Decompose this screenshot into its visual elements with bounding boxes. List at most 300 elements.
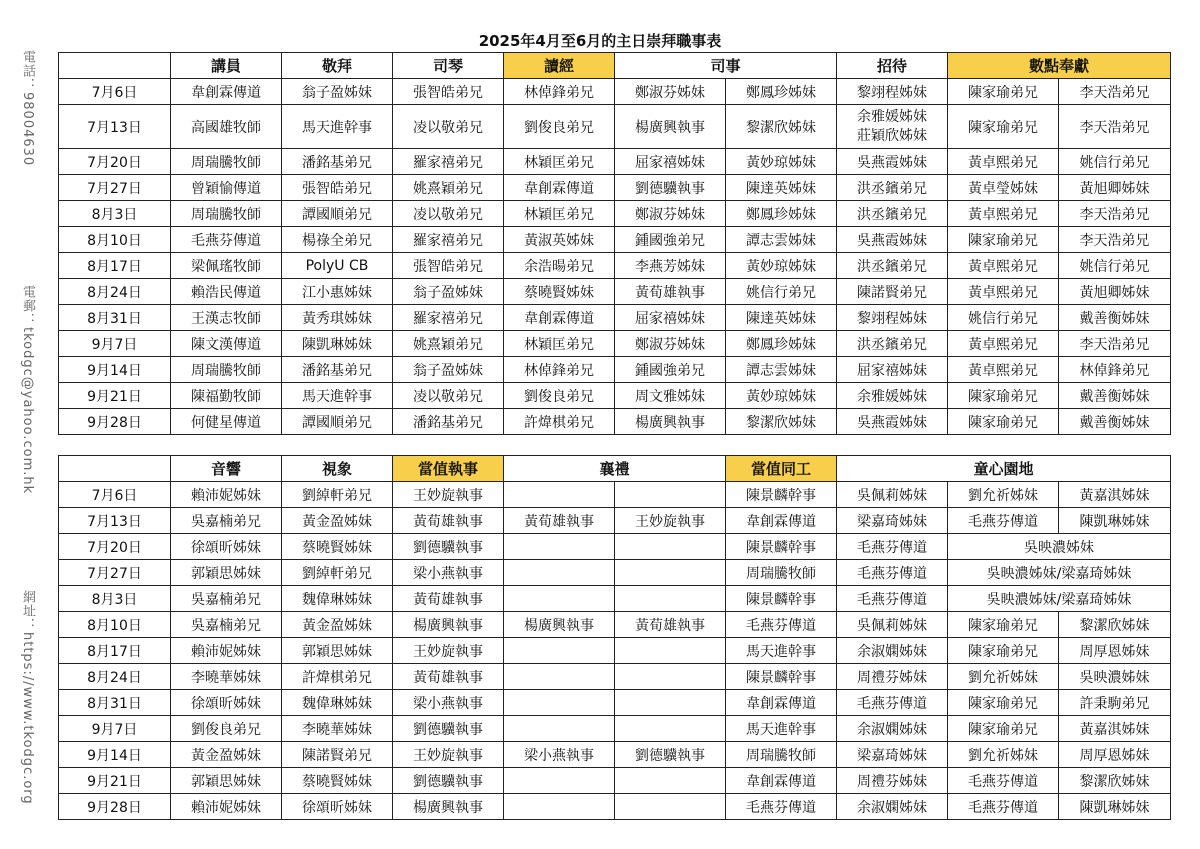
- table-cell: 周瑞騰牧師: [726, 560, 837, 586]
- header-speaker: 講員: [171, 53, 282, 79]
- table-cell: 劉俊良弟兄: [504, 383, 615, 409]
- table-cell: 潘銘基弟兄: [282, 357, 393, 383]
- table-cell: 何健星傳道: [171, 409, 282, 435]
- table-cell: 王漢志牧師: [171, 305, 282, 331]
- table-cell: 鍾國強弟兄: [615, 227, 726, 253]
- table-cell: 毛燕芬傳道: [171, 227, 282, 253]
- table-row: [59, 612, 1171, 638]
- table-cell: 楊廣興執事: [615, 105, 726, 149]
- table-cell: 周瑞騰牧師: [171, 149, 282, 175]
- table-cell: 梁小燕執事: [393, 560, 504, 586]
- table-cell: 韋創霖傳道: [504, 305, 615, 331]
- table-cell: 高國雄牧師: [171, 105, 282, 149]
- table-cell: 林穎匡弟兄: [504, 149, 615, 175]
- header-date: [59, 53, 171, 79]
- table-cell: 黃卓瑩姊妹: [948, 175, 1059, 201]
- table-cell: 余淑嫻姊妹: [837, 638, 948, 664]
- table-row: [59, 279, 1171, 305]
- date-cell: 8月3日: [59, 586, 171, 612]
- table-cell: 姚熹穎弟兄: [393, 331, 504, 357]
- table-cell: 譚國順弟兄: [282, 201, 393, 227]
- table-cell: 羅家禧弟兄: [393, 227, 504, 253]
- table-cell: 黃卓熙弟兄: [948, 331, 1059, 357]
- table-cell: 譚志雲姊妹: [726, 357, 837, 383]
- table-row: [59, 383, 1171, 409]
- table-row: [59, 149, 1171, 175]
- table-row: [59, 794, 1171, 820]
- header-sound: 音響: [171, 456, 282, 482]
- table-cell: 王妙旋執事: [393, 638, 504, 664]
- table-row: [59, 664, 1171, 690]
- table-cell: 楊廣興執事: [393, 794, 504, 820]
- table-cell: 翁子盈姊妹: [282, 79, 393, 105]
- table-cell: 姚信行弟兄: [726, 279, 837, 305]
- table-cell: 戴善衡姊妹: [1059, 409, 1171, 435]
- table-cell: [504, 716, 615, 742]
- table-cell: 戴善衡姊妹: [1059, 383, 1171, 409]
- table-cell: 屈家禧姊妹: [615, 305, 726, 331]
- date-cell: 9月21日: [59, 768, 171, 794]
- table-cell: 鍾國強弟兄: [615, 357, 726, 383]
- table-cell: 楊廣興執事: [615, 409, 726, 435]
- table-cell: 姚信行弟兄: [1059, 149, 1171, 175]
- table-cell: 毛燕芬傳道: [837, 560, 948, 586]
- table-cell: 毛燕芬傳道: [837, 690, 948, 716]
- table-cell: 蔡曉賢姊妹: [504, 279, 615, 305]
- table-cell: 翁子盈姊妹: [393, 279, 504, 305]
- table-cell: 黃卓熙弟兄: [948, 253, 1059, 279]
- table-row: [59, 105, 1171, 149]
- service-support-table: [58, 455, 1171, 820]
- table-cell: 李曉華姊妹: [171, 664, 282, 690]
- date-cell: 7月6日: [59, 79, 171, 105]
- date-cell: 8月17日: [59, 253, 171, 279]
- table-cell: [615, 768, 726, 794]
- table-cell: 周禮芬姊妹: [837, 768, 948, 794]
- table-cell: 毛燕芬傳道: [948, 768, 1059, 794]
- table-cell: 譚國順弟兄: [282, 409, 393, 435]
- table-cell: [615, 690, 726, 716]
- date-cell: 9月14日: [59, 357, 171, 383]
- header-kids-corner: 童心園地: [837, 456, 1171, 482]
- table-cell: 許秉駒弟兄: [1059, 690, 1171, 716]
- table-cell: 洪丞鑌弟兄: [837, 253, 948, 279]
- table-cell: 陳家瑜弟兄: [948, 409, 1059, 435]
- table-cell: 賴沛妮姊妹: [171, 794, 282, 820]
- header-scripture: 讀經: [504, 53, 615, 79]
- table-cell: [504, 534, 615, 560]
- table-cell: 羅家禧弟兄: [393, 149, 504, 175]
- table-cell: 梁嘉琦姊妹: [837, 508, 948, 534]
- table-cell: 劉德驥執事: [393, 534, 504, 560]
- table-cell: 黃荀雄執事: [615, 612, 726, 638]
- header-video: 視象: [282, 456, 393, 482]
- table-cell: 梁小燕執事: [504, 742, 615, 768]
- table-cell: 蔡曉賢姊妹: [282, 768, 393, 794]
- page-title: 2025年4月至6月的主日崇拜職事表: [478, 32, 722, 50]
- date-cell: 9月21日: [59, 383, 171, 409]
- table-cell: [504, 794, 615, 820]
- table-cell: 吳佩莉姊妹: [837, 482, 948, 508]
- table-cell: [615, 638, 726, 664]
- table-cell: 戴善衡姊妹: [1059, 305, 1171, 331]
- table-cell: 張智皓弟兄: [393, 253, 504, 279]
- table-cell: 吳嘉楠弟兄: [171, 508, 282, 534]
- table-cell: 李曉華姊妹: [282, 716, 393, 742]
- date-cell: 7月13日: [59, 508, 171, 534]
- table-cell: [615, 664, 726, 690]
- table-cell: 劉俊良弟兄: [504, 105, 615, 149]
- table-cell: 黃金盈姊妹: [282, 612, 393, 638]
- table-row: [59, 638, 1171, 664]
- date-cell: 8月24日: [59, 664, 171, 690]
- table-cell: 黃旭卿姊妹: [1059, 279, 1171, 305]
- table-header-row: [59, 53, 1171, 79]
- date-cell: 9月28日: [59, 794, 171, 820]
- table-cell: 陳諾賢弟兄: [837, 279, 948, 305]
- phone-contact: 電話：98004630: [20, 50, 35, 167]
- table-cell: 毛燕芬傳道: [837, 586, 948, 612]
- table-cell: 黎潔欣姊妹: [1059, 768, 1171, 794]
- table-cell: 劉綽軒弟兄: [282, 560, 393, 586]
- table-cell: [504, 664, 615, 690]
- table-cell: 劉德驥執事: [393, 716, 504, 742]
- date-cell: 7月27日: [59, 560, 171, 586]
- table-cell: [504, 690, 615, 716]
- table-cell: 鄭淑芬姊妹: [615, 331, 726, 357]
- table-cell: 黃妙琼姊妹: [726, 253, 837, 279]
- table-row: [59, 560, 1171, 586]
- table-cell: 陳達英姊妹: [726, 305, 837, 331]
- table-row: [59, 227, 1171, 253]
- table-cell: 王妙旋執事: [393, 742, 504, 768]
- table-cell: 李天浩弟兄: [1059, 331, 1171, 357]
- table-cell: 黎翊程姊妹: [837, 79, 948, 105]
- email-contact: 電郵：tkodgc@yahoo.com.hk: [20, 285, 35, 495]
- table-cell: 黃旭卿姊妹: [1059, 175, 1171, 201]
- table-row: [59, 253, 1171, 279]
- table-cell: 毛燕芬傳道: [726, 794, 837, 820]
- table-cell: 梁嘉琦姊妹: [837, 742, 948, 768]
- header-duty-staff: 當值同工: [726, 456, 837, 482]
- table-cell: 黃荀雄執事: [393, 664, 504, 690]
- table-row: [59, 409, 1171, 435]
- table-cell: 周瑞騰牧師: [726, 742, 837, 768]
- merged-kids-cell: 吳映濃姊妹/梁嘉琦姊妹: [948, 560, 1171, 586]
- header-date: [59, 456, 171, 482]
- table-cell: 陳景麟幹事: [726, 534, 837, 560]
- reception-names: 余雅媛姊妹 莊穎欣姊妹: [857, 108, 928, 144]
- table-cell: 馬天進幹事: [282, 105, 393, 149]
- table-cell: 鄭鳳珍姊妹: [726, 201, 837, 227]
- table-cell: 黎翊程姊妹: [837, 305, 948, 331]
- table-cell: 李天浩弟兄: [1059, 79, 1171, 105]
- table-cell: 陳家瑜弟兄: [948, 227, 1059, 253]
- table-cell: [504, 768, 615, 794]
- merged-kids-cell: 吳映濃姊妹: [948, 534, 1171, 560]
- table-cell: 吳燕霞姊妹: [837, 227, 948, 253]
- date-cell: 7月20日: [59, 149, 171, 175]
- table-cell: 劉德驥執事: [615, 742, 726, 768]
- table-cell: 郭穎思姊妹: [282, 638, 393, 664]
- header-reception: 招待: [837, 53, 948, 79]
- date-cell: 8月3日: [59, 201, 171, 227]
- table-cell: [615, 534, 726, 560]
- table-cell: 徐頌昕姊妹: [282, 794, 393, 820]
- table-cell: 吳嘉楠弟兄: [171, 586, 282, 612]
- table-cell: 陳凱琳姊妹: [1059, 508, 1171, 534]
- table-cell: 凌以敬弟兄: [393, 383, 504, 409]
- table-cell: 黃卓熙弟兄: [948, 357, 1059, 383]
- table-cell: 吳燕霞姊妹: [837, 149, 948, 175]
- merged-kids-cell: 吳映濃姊妹/梁嘉琦姊妹: [948, 586, 1171, 612]
- table-cell: 劉允祈姊妹: [948, 742, 1059, 768]
- table-cell: 李天浩弟兄: [1059, 105, 1171, 149]
- table-cell: 劉允祈姊妹: [948, 482, 1059, 508]
- table-cell: 徐頌昕姊妹: [171, 534, 282, 560]
- date-cell: 8月17日: [59, 638, 171, 664]
- table-cell: 吳嘉楠弟兄: [171, 612, 282, 638]
- table-cell: 梁小燕執事: [393, 690, 504, 716]
- table-cell: 余雅媛姊妹: [837, 383, 948, 409]
- table-cell: 黎潔欣姊妹: [726, 105, 837, 149]
- table-cell: 韋創霖傳道: [726, 508, 837, 534]
- table-cell: 劉綽軒弟兄: [282, 482, 393, 508]
- date-cell: 8月31日: [59, 305, 171, 331]
- table-cell: 洪丞鑌弟兄: [837, 201, 948, 227]
- table-cell: 陳家瑜弟兄: [948, 612, 1059, 638]
- date-cell: 7月27日: [59, 175, 171, 201]
- table-cell: [504, 638, 615, 664]
- table-cell: 黃卓熙弟兄: [948, 279, 1059, 305]
- table-cell: 周禮芬姊妹: [837, 664, 948, 690]
- table-cell: 譚志雲姊妹: [726, 227, 837, 253]
- table-row: [59, 716, 1171, 742]
- table-cell: 毛燕芬傳道: [837, 534, 948, 560]
- table-cell: 凌以敬弟兄: [393, 105, 504, 149]
- table-cell: 黃荀雄執事: [393, 586, 504, 612]
- table-cell: 楊祿全弟兄: [282, 227, 393, 253]
- table-cell: 李燕芳姊妹: [615, 253, 726, 279]
- header-offering-count: 數點奉獻: [948, 53, 1171, 79]
- table-cell: 李天浩弟兄: [1059, 227, 1171, 253]
- table-cell: 黃嘉淇姊妹: [1059, 482, 1171, 508]
- table-cell: 韋創霖傳道: [504, 175, 615, 201]
- table-cell: 馬天進幹事: [282, 383, 393, 409]
- table-cell: [504, 482, 615, 508]
- table-cell: 毛燕芬傳道: [948, 794, 1059, 820]
- table-cell: 陳家瑜弟兄: [948, 105, 1059, 149]
- table-cell: 洪丞鑌弟兄: [837, 331, 948, 357]
- date-cell: 8月10日: [59, 612, 171, 638]
- table-cell: 林穎匡弟兄: [504, 331, 615, 357]
- table-cell: 屈家禧姊妹: [615, 149, 726, 175]
- table-cell: [615, 560, 726, 586]
- table-cell: 劉德驥執事: [393, 768, 504, 794]
- date-cell: 8月10日: [59, 227, 171, 253]
- table-cell: 吳映濃姊妹: [1059, 664, 1171, 690]
- date-cell: 9月28日: [59, 409, 171, 435]
- table-cell: 馬天進幹事: [726, 638, 837, 664]
- table-cell: [504, 586, 615, 612]
- table-cell: 劉允祈姊妹: [948, 664, 1059, 690]
- table-cell: 陳家瑜弟兄: [948, 79, 1059, 105]
- table-cell: 蔡曉賢姊妹: [282, 534, 393, 560]
- table-cell: 鄭淑芬姊妹: [615, 201, 726, 227]
- table-cell: 周厚恩姊妹: [1059, 638, 1171, 664]
- table-cell: 陳凱琳姊妹: [282, 331, 393, 357]
- table-cell: 潘銘基弟兄: [282, 149, 393, 175]
- table-cell: 黎潔欣姊妹: [1059, 612, 1171, 638]
- table-cell: 林倬鋒弟兄: [504, 79, 615, 105]
- table-cell: 陳家瑜弟兄: [948, 638, 1059, 664]
- table-cell: 黃荀雄執事: [393, 508, 504, 534]
- date-cell: 9月7日: [59, 331, 171, 357]
- table-cell: 毛燕芬傳道: [948, 508, 1059, 534]
- table-cell: 毛燕芬傳道: [726, 612, 837, 638]
- table-cell: 姚信行弟兄: [948, 305, 1059, 331]
- table-cell: 王妙旋執事: [615, 508, 726, 534]
- header-ushers: 司事: [615, 53, 837, 79]
- table-cell: 吳燕霞姊妹: [837, 409, 948, 435]
- table-row: [59, 331, 1171, 357]
- worship-duty-table: [58, 52, 1171, 435]
- website-contact: 網址：https://www.tkodgc.org: [20, 590, 35, 805]
- table-row: [59, 690, 1171, 716]
- table-cell: 黃卓熙弟兄: [948, 201, 1059, 227]
- table-cell: 張智皓弟兄: [393, 79, 504, 105]
- table-cell: 陳家瑜弟兄: [948, 690, 1059, 716]
- table-cell: 陳家瑜弟兄: [948, 383, 1059, 409]
- table-cell: 許煒棋弟兄: [282, 664, 393, 690]
- table-row: [59, 534, 1171, 560]
- table-header-row: [59, 456, 1171, 482]
- table-cell: 姚信行弟兄: [1059, 253, 1171, 279]
- table-cell: [615, 482, 726, 508]
- table-cell: 劉俊良弟兄: [171, 716, 282, 742]
- table-cell: 吳佩莉姊妹: [837, 612, 948, 638]
- table-cell: 許煒棋弟兄: [504, 409, 615, 435]
- date-cell: 9月7日: [59, 716, 171, 742]
- table-cell: 黃秀琪姊妹: [282, 305, 393, 331]
- table-row: [59, 768, 1171, 794]
- table-cell: 余淑嫻姊妹: [837, 716, 948, 742]
- table-row: [59, 508, 1171, 534]
- table-row: [59, 201, 1171, 227]
- table-cell: 王妙旋執事: [393, 482, 504, 508]
- table-cell: 黃嘉淇姊妹: [1059, 716, 1171, 742]
- table-cell: 鄭鳳珍姊妹: [726, 331, 837, 357]
- table-cell: 韋創霖傳道: [726, 768, 837, 794]
- table-cell: 林穎匡弟兄: [504, 201, 615, 227]
- table-cell: 周瑞騰牧師: [171, 201, 282, 227]
- table-row: [59, 586, 1171, 612]
- table-cell: 賴沛妮姊妹: [171, 482, 282, 508]
- date-cell: 7月6日: [59, 482, 171, 508]
- table-cell: 鄭鳳珍姊妹: [726, 79, 837, 105]
- table-cell: 陳達英姊妹: [726, 175, 837, 201]
- table-cell: 余浩暘弟兄: [504, 253, 615, 279]
- header-duty-deacon: 當值執事: [393, 456, 504, 482]
- header-assistants: 襄禮: [504, 456, 726, 482]
- date-cell: 7月13日: [59, 105, 171, 149]
- table-cell: 陳景麟幹事: [726, 664, 837, 690]
- table-cell: 魏偉琳姊妹: [282, 690, 393, 716]
- table-cell: [615, 794, 726, 820]
- table-cell: 余淑嫻姊妹: [837, 794, 948, 820]
- table-cell: 黃荀雄執事: [504, 508, 615, 534]
- header-pianist: 司琴: [393, 53, 504, 79]
- header-worship: 敬拜: [282, 53, 393, 79]
- table-cell: 黃金盈姊妹: [282, 508, 393, 534]
- table-cell: 陳諾賢弟兄: [282, 742, 393, 768]
- table-cell: 黃卓熙弟兄: [948, 149, 1059, 175]
- date-cell: 8月31日: [59, 690, 171, 716]
- table-cell: 林倬鋒弟兄: [1059, 357, 1171, 383]
- table-cell: 梁佩瑤牧師: [171, 253, 282, 279]
- date-cell: 9月14日: [59, 742, 171, 768]
- table-cell: [504, 560, 615, 586]
- table-row: [59, 742, 1171, 768]
- table-cell: 黃妙琼姊妹: [726, 149, 837, 175]
- table-cell: 陳景麟幹事: [726, 586, 837, 612]
- table-row: [59, 79, 1171, 105]
- table-cell: 楊廣興執事: [393, 612, 504, 638]
- table-cell: 黎潔欣姊妹: [726, 409, 837, 435]
- table-cell: [837, 105, 948, 149]
- table-cell: 林倬鋒弟兄: [504, 357, 615, 383]
- table-cell: 凌以敬弟兄: [393, 201, 504, 227]
- table-cell: 韋創霖傳道: [171, 79, 282, 105]
- table-cell: 周文雅姊妹: [615, 383, 726, 409]
- table-cell: 陳凱琳姊妹: [1059, 794, 1171, 820]
- table-cell: 翁子盈姊妹: [393, 357, 504, 383]
- table-row: [59, 175, 1171, 201]
- table-cell: [615, 586, 726, 612]
- table-cell: 屈家禧姊妹: [837, 357, 948, 383]
- table-cell: 洪丞鑌弟兄: [837, 175, 948, 201]
- table-cell: 陳文漢傳道: [171, 331, 282, 357]
- table-cell: [615, 716, 726, 742]
- table-cell: 黃妙琼姊妹: [726, 383, 837, 409]
- table-cell: 韋創霖傳道: [726, 690, 837, 716]
- table-cell: 陳福勤牧師: [171, 383, 282, 409]
- table-cell: 江小惠姊妹: [282, 279, 393, 305]
- table-cell: 黃荀雄執事: [615, 279, 726, 305]
- table-cell: 劉德驥執事: [615, 175, 726, 201]
- date-cell: 7月20日: [59, 534, 171, 560]
- table-cell: 潘銘基弟兄: [393, 409, 504, 435]
- table-cell: 羅家禧弟兄: [393, 305, 504, 331]
- table-cell: 賴沛妮姊妹: [171, 638, 282, 664]
- table-cell: 賴浩民傳道: [171, 279, 282, 305]
- table-cell: 黃淑英姊妹: [504, 227, 615, 253]
- table-cell: 魏偉琳姊妹: [282, 586, 393, 612]
- table-cell: 姚熹穎弟兄: [393, 175, 504, 201]
- table-cell: 周瑞騰牧師: [171, 357, 282, 383]
- date-cell: 8月24日: [59, 279, 171, 305]
- table-cell: 李天浩弟兄: [1059, 201, 1171, 227]
- table-cell: 周厚恩姊妹: [1059, 742, 1171, 768]
- table-row: [59, 305, 1171, 331]
- table-cell: 陳景麟幹事: [726, 482, 837, 508]
- table-cell: 鄭淑芬姊妹: [615, 79, 726, 105]
- table-cell: 黃金盈姊妹: [171, 742, 282, 768]
- table-cell: PolyU CB: [282, 253, 393, 279]
- table-row: [59, 482, 1171, 508]
- table-cell: 楊廣興執事: [504, 612, 615, 638]
- table-cell: 陳家瑜弟兄: [948, 716, 1059, 742]
